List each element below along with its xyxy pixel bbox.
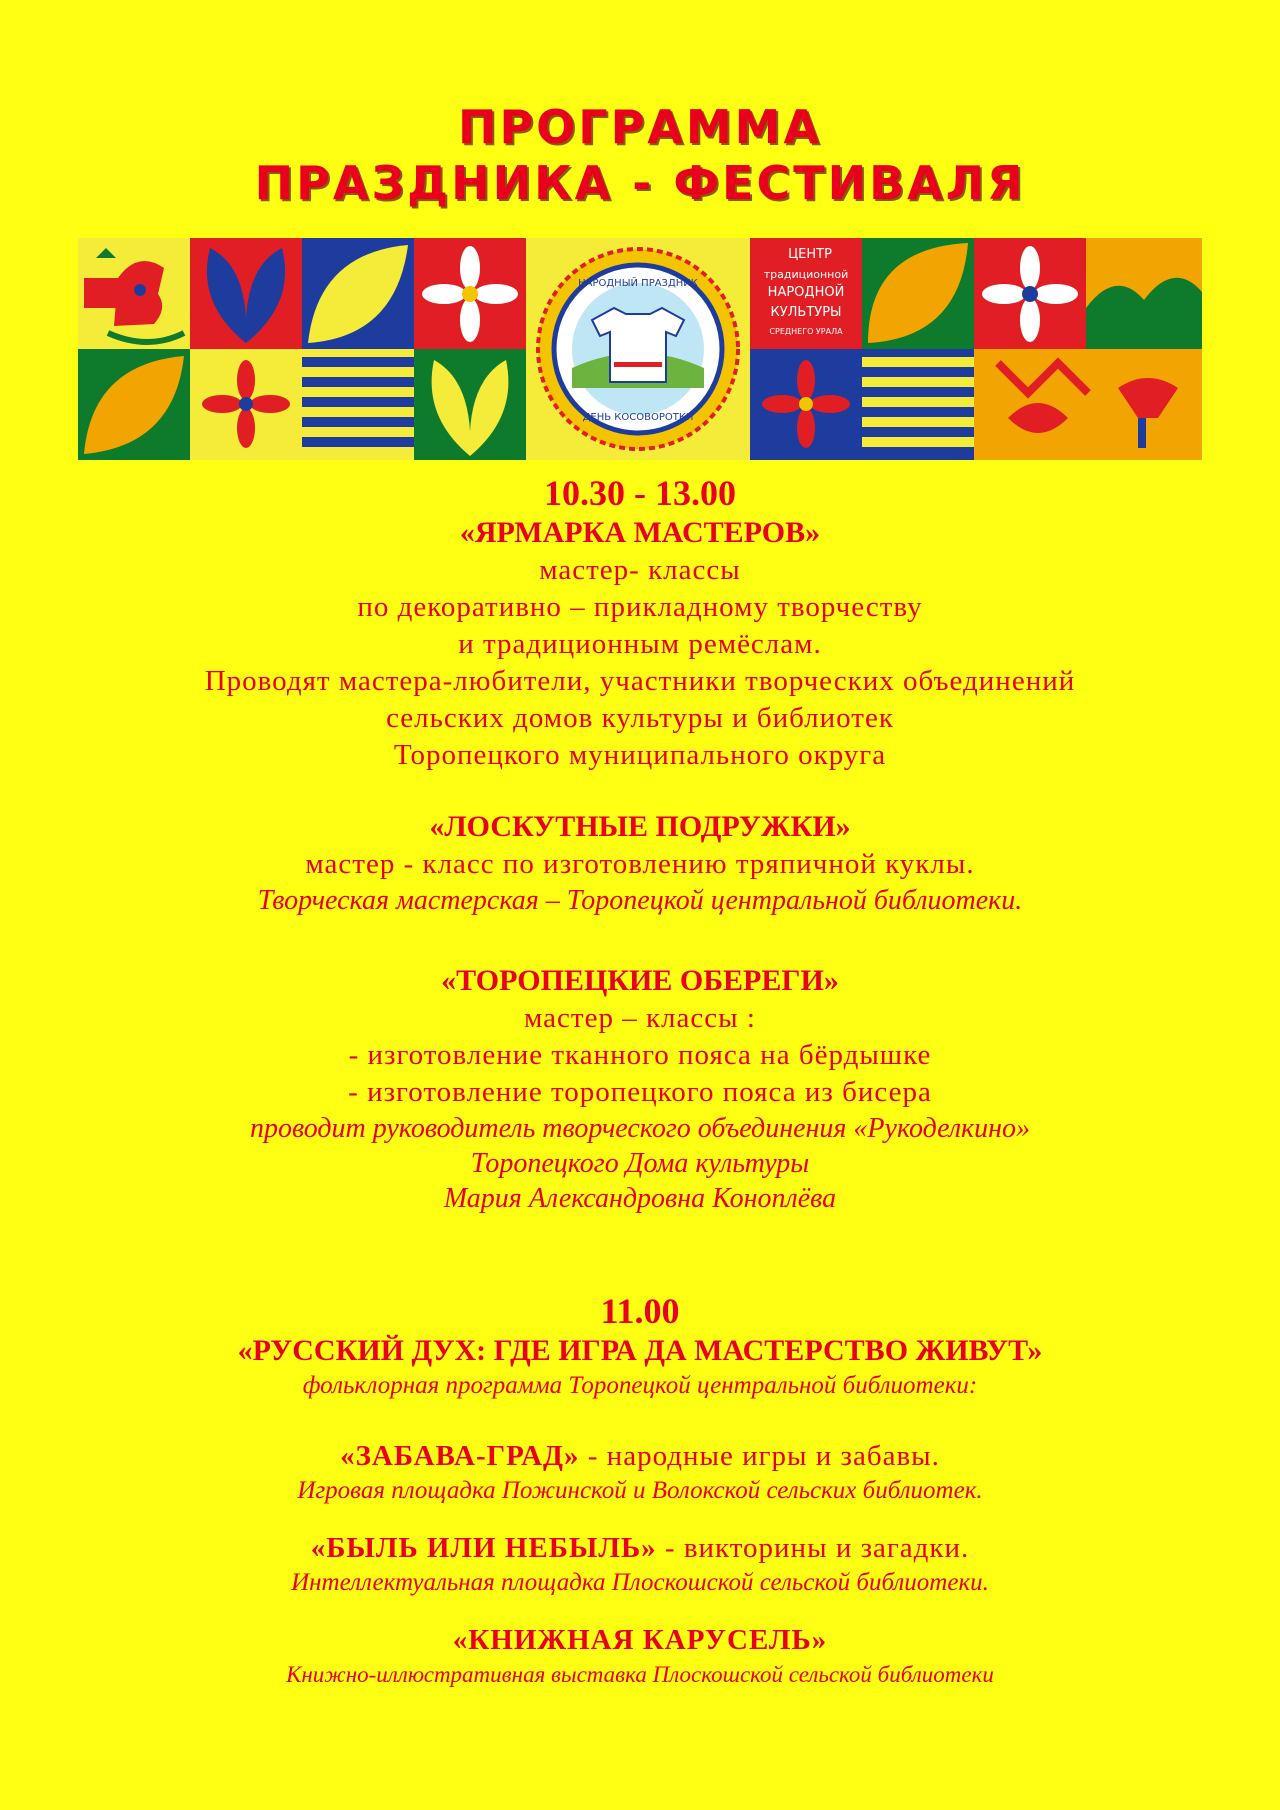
heading-patchwork-dolls: «ЛОСКУТНЫЕ ПОДРУЖКИ» [429, 810, 851, 843]
item1-text: - народные игры и забавы. [579, 1440, 940, 1472]
tile-stripes-yellow [862, 349, 974, 460]
amulets-organizer-2: Торопецкого Дома культуры [470, 1148, 810, 1179]
tile-horse-icon [78, 238, 190, 349]
item-book-carousel [0, 1622, 1280, 1691]
amulets-line-1: мастер – классы : [524, 1002, 756, 1034]
time-slot-2: 11.00 [600, 1291, 680, 1331]
tile-green-petals [414, 349, 526, 460]
item3-title: «КНИЖНАЯ КАРУСЕЛЬ» [452, 1624, 828, 1656]
fair-line-2: по декоративно – прикладному творчеству [357, 591, 923, 623]
section-amulets [0, 962, 1280, 1216]
tile-leaf-blue [302, 238, 414, 349]
tile-red-flower [414, 238, 526, 349]
festival-logo [526, 238, 750, 460]
patchwork-text: мастер - класс по изготовлению тряпичной куклы. [305, 848, 975, 880]
tile-folk-bird-icon [974, 349, 1202, 460]
tile-white-flower [974, 238, 1086, 349]
item-byl-ili-nebyl [0, 1530, 1280, 1599]
heading-russian-spirit: «РУССКИЙ ДУХ: ГДЕ ИГРА ДА МАСТЕРСТВО ЖИВУТ» [237, 1334, 1043, 1367]
amulets-line-2: - изготовление тканного пояса на бёрдышке [348, 1039, 932, 1071]
item-zabava-grad [0, 1438, 1280, 1507]
item2-text: - викторины и загадки. [656, 1532, 970, 1564]
center-line-1: ЦЕНТР [788, 247, 832, 262]
fair-line-5: сельских домов культуры и библиотек [386, 702, 894, 734]
tile-flower-blue [750, 349, 862, 460]
section-fair-of-masters [0, 472, 1280, 774]
folk-pattern-banner [78, 238, 1202, 460]
tile-stripes-blue [302, 349, 414, 460]
tile-green-wave [1086, 238, 1202, 349]
amulets-organizer-1: проводит руководитель творческого объединения «Рукоделкино» [249, 1113, 1031, 1144]
tile-blue-petals [190, 238, 302, 349]
tile-orange-green [862, 238, 974, 349]
fair-line-6: Торопецкого муниципального округа [393, 739, 887, 771]
amulets-organizer-3: Мария Александровна Коноплёва [443, 1183, 837, 1214]
item3-organizer: Книжно-иллюстративная выставка Плоскошской сельской библиотеки [286, 1662, 994, 1687]
item2-organizer: Интеллектуальная площадка Плоскошской сельской библиотеки. [291, 1569, 989, 1596]
tile-flower-yellow [190, 349, 302, 460]
patchwork-organizer: Творческая мастерская – Торопецкой центральной библиотеки. [257, 885, 1023, 916]
fair-line-3: и традиционным ремёслам. [458, 628, 822, 660]
section-russian-spirit [0, 1290, 1280, 1402]
item2-title: «БЫЛЬ ИЛИ НЕБЫЛЬ» [310, 1532, 657, 1564]
poster-title-line2: ПРАЗДНИКА - ФЕСТИВАЛЯ [254, 156, 1026, 210]
poster-title-line1: ПРОГРАММА [457, 100, 823, 154]
item1-organizer: Игровая площадка Пожинской и Волокской сельских библиотек. [297, 1477, 983, 1504]
section-patchwork-dolls [0, 808, 1280, 918]
center-line-2: традиционной [763, 268, 849, 281]
item1-title: «ЗАБАВА-ГРАД» [340, 1440, 580, 1472]
amulets-line-3: - изготовление торопецкого пояса из бисера [348, 1076, 932, 1108]
center-culture-logo [750, 238, 862, 349]
heading-fair-of-masters: «ЯРМАРКА МАСТЕРОВ» [459, 516, 821, 549]
center-line-5: СРЕДНЕГО УРАЛА [769, 327, 843, 336]
center-line-3: НАРОДНОЙ [767, 285, 845, 300]
fair-line-1: мастер- классы [539, 554, 741, 586]
logo-bottom-text: ДЕНЬ КОСОВОРОТКИ [582, 412, 694, 423]
logo-top-text: НАРОДНЫЙ ПРАЗДНИК [578, 278, 698, 289]
heading-amulets: «ТОРОПЕЦКИЕ ОБЕРЕГИ» [441, 964, 839, 997]
fair-line-4: Проводят мастера-любители, участники творческих объединений [204, 665, 1076, 697]
time-slot-1: 10.30 - 13.00 [544, 473, 736, 513]
russian-spirit-organizer: фольклорная программа Торопецкой центральной библиотеки: [302, 1372, 978, 1399]
tile-yellow-leaf [78, 349, 190, 460]
center-line-4: КУЛЬТУРЫ [770, 305, 842, 320]
